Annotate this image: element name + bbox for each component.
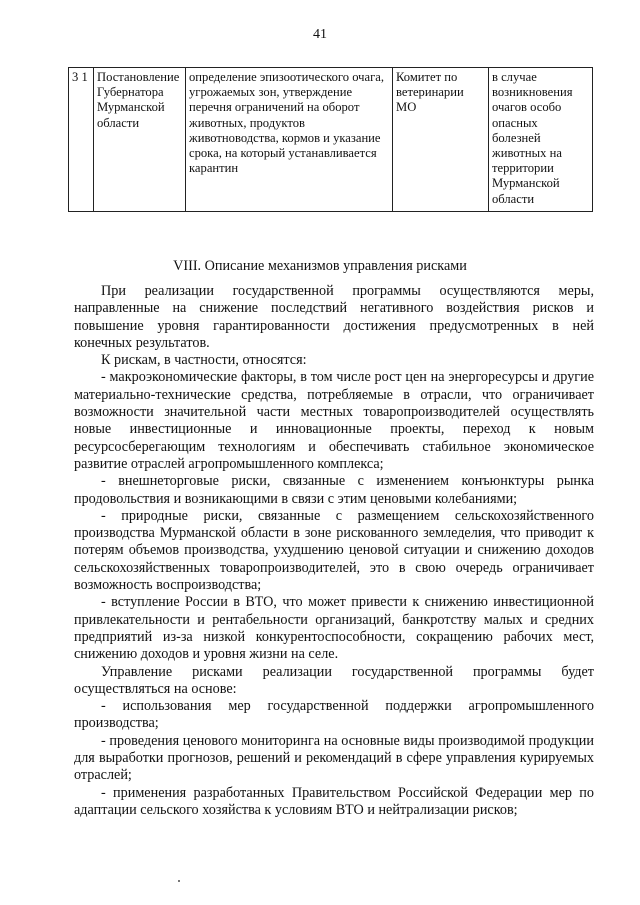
paragraph: - использования мер государственной поддержки агропромышленного производства;: [74, 698, 594, 732]
paragraph: - внешнеторговые риски, связанные с изменением конъюнктуры рынка продовольствия и возникающими в связи с этим ценовыми колебаниями;: [74, 473, 594, 507]
body-text: [74, 283, 594, 819]
page-number: 41: [313, 27, 327, 42]
responsible-cell: Комитет по ветеринарии МО: [393, 68, 489, 212]
paragraph: - применения разработанных Правительством Российской Федерации мер по адаптации сельского хозяйства к условиям ВТО и нейтрализации рисков;: [74, 784, 594, 818]
paragraph: - природные риски, связанные с размещением сельскохозяйственного производства Мурманской области в зоне рискованного земледелия, что приводит к потерям объемов производства, ухудшению ценовой ситуации и снижению доходов сельскохозяйственных товаропроизводителей, это в свою очередь ограничивает возможность воспроизводства;: [74, 507, 594, 594]
paragraph: Управление рисками реализации государственной программы будет осуществляться на основе:: [74, 663, 594, 697]
table-row: [69, 68, 593, 212]
content-cell: определение эпизоотического очага, угрожаемых зон, утверждение перечня ограничений на оборот животных, продуктов животноводства, кормов и указание срока, на который устанавливается карантин: [186, 68, 393, 212]
paragraph: - проведения ценового мониторинга на основные виды производимой продукции для выработки прогнозов, решений и рекомендаций в сфере управления курируемых отраслей;: [74, 732, 594, 784]
measures-table: [68, 67, 593, 212]
paragraph: - вступление России в ВТО, что может привести к снижению инвестиционной привлекательности и рентабельности организаций, банкротству малых и средних предприятий из-за низкой конкурентоспособности, сокращению рабочих мест, снижению доходов и уровня жизни на селе.: [74, 594, 594, 663]
document-cell: Постановление Губернатора Мурманской области: [94, 68, 186, 212]
paragraph: - макроэкономические факторы, в том числе рост цен на энергоресурсы и другие материально-технические средства, потребляемые в отрасли, что ограничивает возможности значительной части местных товаропроизводителей осуществлять новые инвестиционные и инновационные проекты, переход к новым ресурсосберегающим технологиям и обеспечивать стабильное экономическое развитие отраслей агропромышленного комплекса;: [74, 369, 594, 472]
term-cell: в случае возникновения очагов особо опасных болезней животных на территории Мурманской области: [489, 68, 593, 212]
paragraph: При реализации государственной программы осуществляются меры, направленные на снижение последствий негативного воздействия рисков и повышение уровня гарантированности достижения предусмотренных в ней конечных результатов.: [74, 283, 594, 351]
section-heading: VIII. Описание механизмов управления рисками: [173, 258, 467, 274]
scan-artifact: [178, 880, 180, 882]
row-number-cell: 3 1: [69, 68, 94, 212]
paragraph: К рискам, в частности, относятся:: [101, 352, 307, 369]
